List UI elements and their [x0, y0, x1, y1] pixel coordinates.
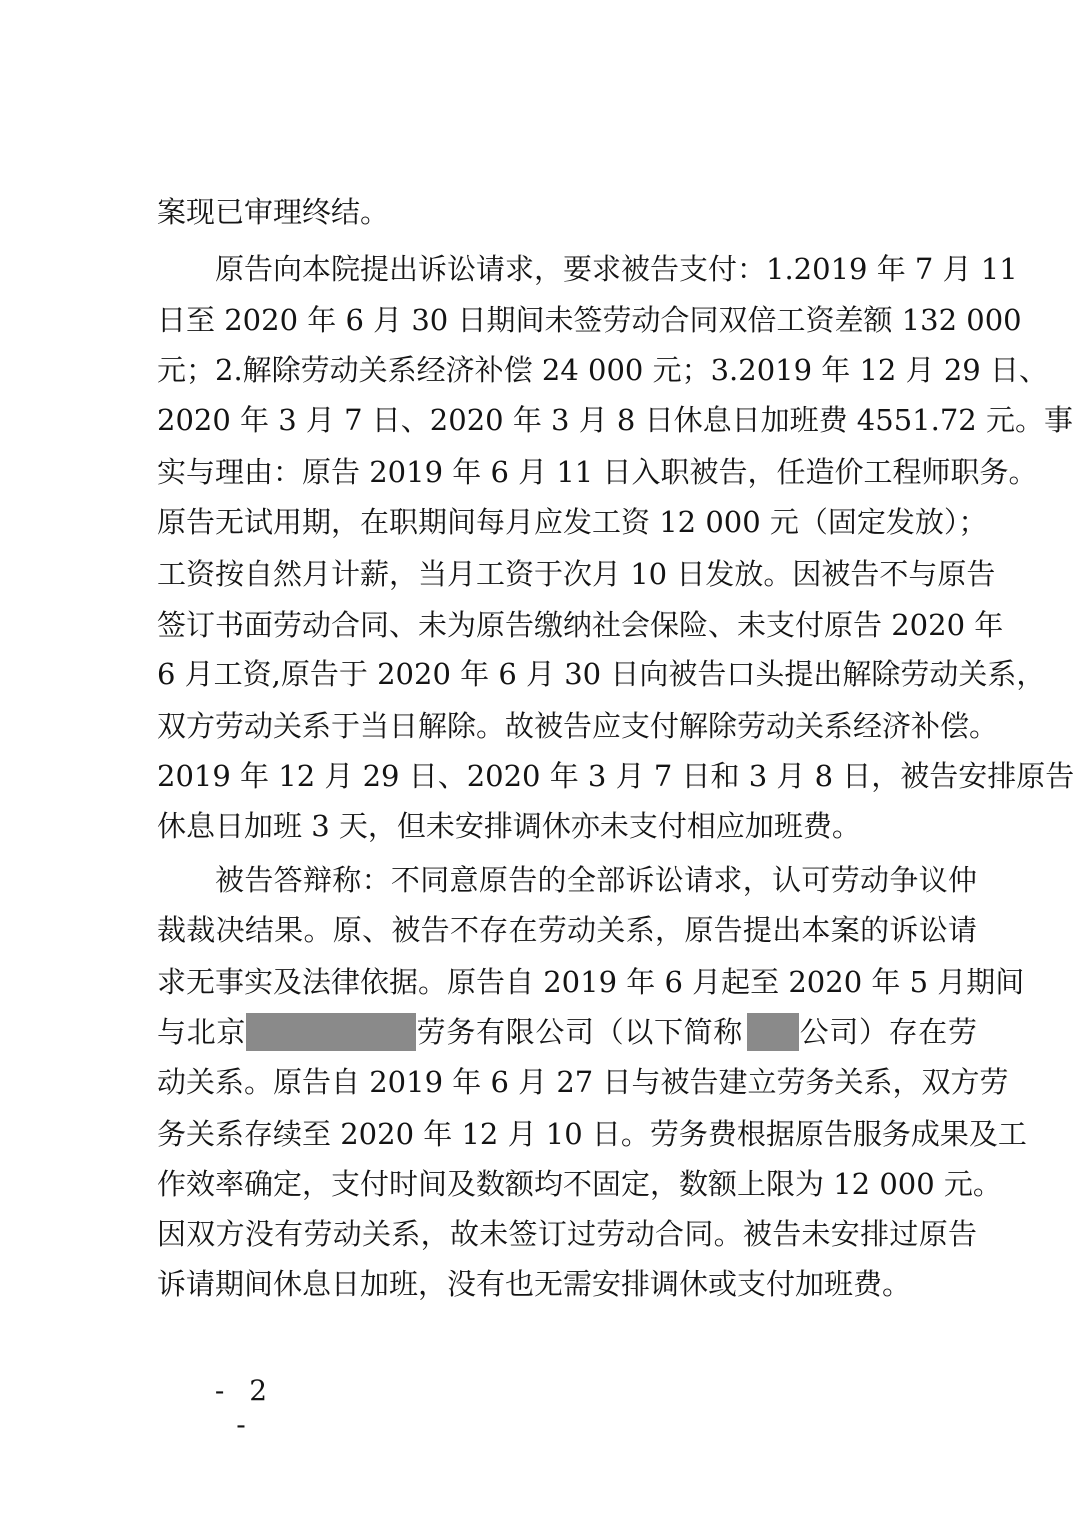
paragraph-line-15: 裁裁决结果。原、被告不存在劳动关系，原告提出本案的诉讼请 [157, 913, 977, 947]
paragraph-line-1: 案现已审理终结。 [157, 195, 390, 229]
paragraph-line-17 [157, 1012, 977, 1052]
text-before-redaction: 与北京 [157, 1015, 246, 1049]
paragraph-line-4: 元；2.解除劳动关系经济补偿 24 000 元；3.2019 年 12 月 29 日、 [157, 353, 1048, 387]
paragraph-line-14: 被告答辩称：不同意原告的全部诉讼请求，认可劳动争议仲 [215, 863, 977, 897]
paragraph-line-11: 双方劳动关系于当日解除。故被告应支付解除劳动关系经济补偿。 [157, 709, 999, 743]
paragraph-line-20: 作效率确定，支付时间及数额均不固定，数额上限为 12 000 元。 [157, 1167, 1002, 1201]
redacted-short-name [747, 1013, 799, 1051]
paragraph-line-18: 动关系。原告自 2019 年 6 月 27 日与被告建立劳务关系，双方劳 [157, 1065, 1009, 1099]
paragraph-line-16: 求无事实及法律依据。原告自 2019 年 6 月起至 2020 年 5 月期间 [157, 965, 1025, 999]
paragraph-line-3: 日至 2020 年 6 月 30 日期间未签劳动合同双倍工资差额 132 000 [157, 303, 1022, 337]
paragraph-line-21: 因双方没有劳动关系，故未签订过劳动合同。被告未安排过原告 [157, 1217, 977, 1251]
paragraph-line-12: 2019 年 12 月 29 日、2020 年 3 月 7 日和 3 月 8 日，被告安排原告 [157, 759, 1075, 793]
paragraph-line-9: 签订书面劳动合同、未为原告缴纳社会保险、未支付原告 2020 年 [157, 608, 1004, 642]
paragraph-line-8: 工资按自然月计薪，当月工资于次月 10 日发放。因被告不与原告 [157, 557, 996, 591]
text-after-redaction: 公司）存在劳 [798, 1015, 977, 1049]
page-number: - 2 - [214, 1374, 276, 1441]
paragraph-line-5: 2020 年 3 月 7 日、2020 年 3 月 8 日休息日加班费 4551.72 元。事 [157, 403, 1073, 437]
paragraph-line-7: 原告无试用期，在职期间每月应发工资 12 000 元（固定发放）； [157, 505, 988, 539]
text-between-redactions: 劳务有限公司（以下简称 [416, 1015, 743, 1049]
paragraph-line-22: 诉请期间休息日加班，没有也无需安排调休或支付加班费。 [157, 1267, 912, 1301]
paragraph-line-19: 务关系存续至 2020 年 12 月 10 日。劳务费根据原告服务成果及工 [157, 1117, 1027, 1151]
paragraph-line-13: 休息日加班 3 天，但未安排调休亦未支付相应加班费。 [157, 809, 861, 843]
redacted-company-name [246, 1013, 416, 1051]
paragraph-line-2: 原告向本院提出诉讼请求，要求被告支付：1.2019 年 7 月 11 [215, 252, 1018, 286]
paragraph-line-6: 实与理由：原告 2019 年 6 月 11 日入职被告，任造价工程师职务。 [157, 455, 1038, 489]
paragraph-line-10: 6 月工资,原告于 2020 年 6 月 30 日向被告口头提出解除劳动关系， [157, 657, 1046, 691]
